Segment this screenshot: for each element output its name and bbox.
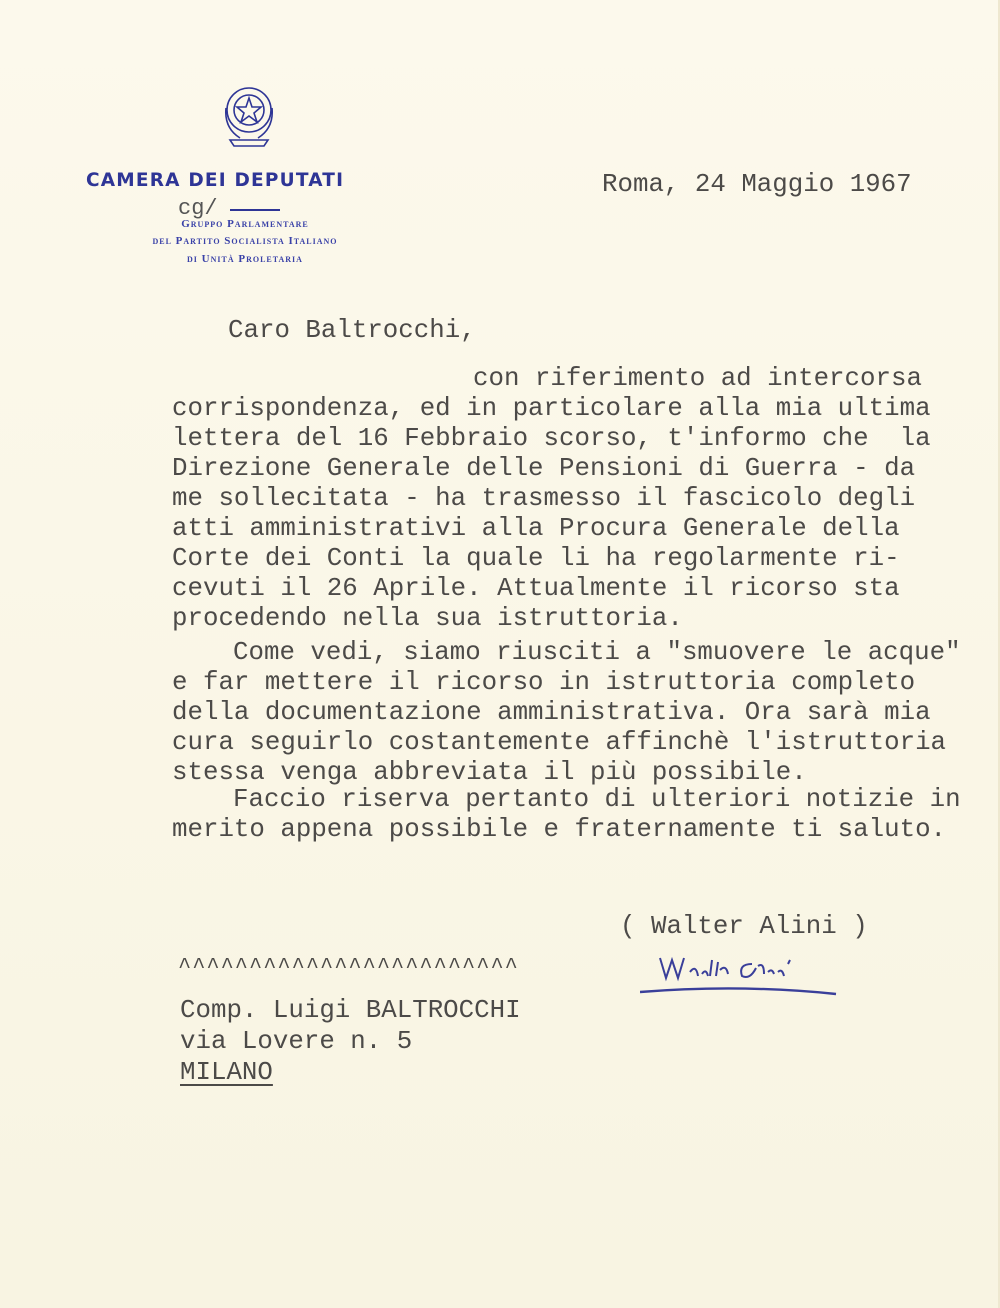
salutation: Caro Baltrocchi,	[228, 316, 476, 345]
body-line: merito appena possibile e fraternamente ti saluto.	[172, 815, 947, 844]
body-line: atti amministrativi alla Procura Generale della	[172, 514, 900, 543]
body-line: Corte dei Conti la quale li ha regolarmente ri-	[172, 544, 900, 573]
reference-initials: cg/	[178, 196, 218, 221]
address-street: via Lovere n. 5	[180, 1027, 413, 1056]
body-line: procedendo nella sua istruttoria.	[172, 604, 683, 633]
group-line-1: Gruppo Parlamentare	[181, 218, 309, 230]
group-line-3: di Unità Proletaria	[187, 253, 303, 265]
body-line: stessa venga abbreviata il più possibile.	[172, 758, 807, 787]
body-line: cevuti il 26 Aprile. Attualmente il ricorso sta	[172, 574, 900, 603]
signature-name: ( Walter Alini )	[620, 912, 868, 941]
body-line: lettera del 16 Febbraio scorso, t'informo che la	[172, 424, 931, 453]
institution-name: CAMERA DEI DEPUTATI	[86, 170, 345, 191]
reference-line	[230, 209, 280, 211]
body-line: me sollecitata - ha trasmesso il fascicolo degli	[172, 484, 916, 513]
body-line: e far mettere il ricorso in istruttoria completo	[172, 668, 916, 697]
italian-emblem-icon	[218, 78, 280, 152]
letter-date: Roma, 24 Maggio 1967	[602, 170, 912, 199]
handwritten-signature	[640, 946, 840, 998]
body-line: Faccio riserva pertanto di ulteriori notizie in	[233, 785, 961, 814]
body-line: della documentazione amministrativa. Ora sarà mia	[172, 698, 931, 727]
body-line: Direzione Generale delle Pensioni di Guerra - da	[172, 454, 916, 483]
separator-line: ^^^^^^^^^^^^^^^^^^^^^^^^	[178, 955, 519, 980]
address-recipient: Comp. Luigi BALTROCCHI	[180, 996, 521, 1025]
body-line: Come vedi, siamo riusciti a "smuovere le acque"	[233, 638, 961, 667]
address-city: MILANO	[180, 1058, 273, 1087]
body-line: corrispondenza, ed in particolare alla mia ultima	[172, 394, 931, 423]
body-line: cura seguirlo costantemente affinchè l'istruttoria	[172, 728, 947, 757]
group-line-2: del Partito Socialista Italiano	[152, 235, 338, 247]
body-line: con riferimento ad intercorsa	[473, 364, 922, 393]
